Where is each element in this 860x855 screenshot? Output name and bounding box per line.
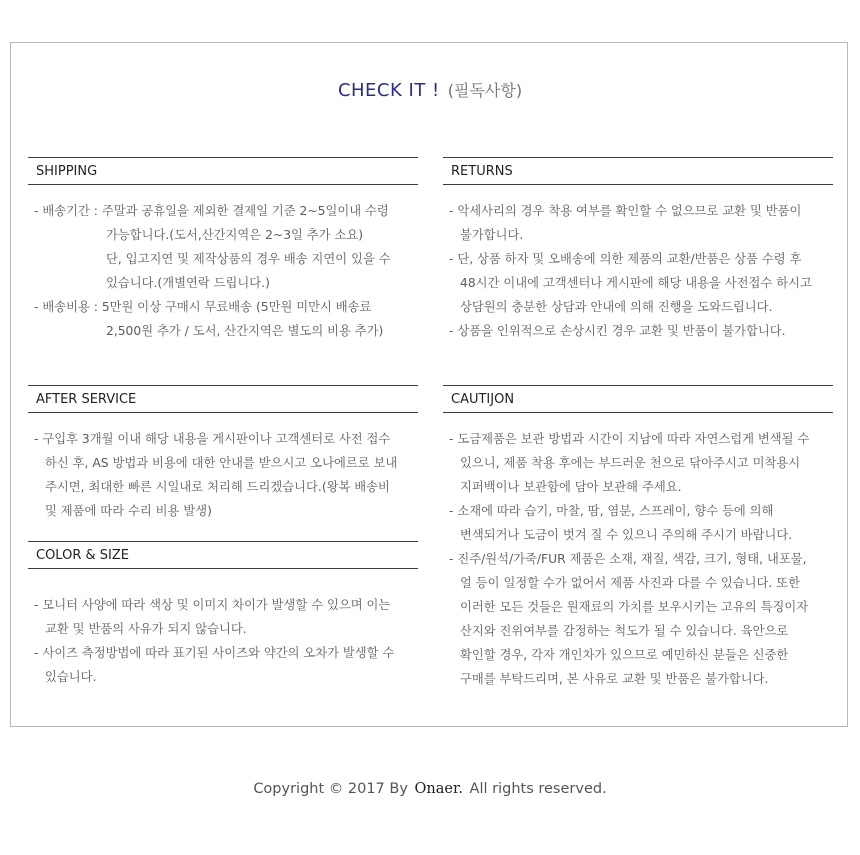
after-service-body — [28, 427, 418, 523]
after-service-line: 하신 후, AS 방법과 비용에 대한 안내를 받으시고 오나에르로 보내 — [45, 456, 398, 470]
after-service-section — [28, 385, 418, 523]
shipping-line: - 배송비용 : 5만원 이상 구매시 무료배송 (5만원 미만시 배송료 — [34, 300, 372, 314]
after-service-line: 주시면, 최대한 빠른 시일내로 처리해 드리겠습니다.(왕복 배송비 — [45, 480, 390, 494]
returns-line: - 악세사리의 경우 착용 여부를 확인할 수 없으므로 교환 및 반품이 — [449, 204, 802, 218]
shipping-body — [28, 199, 418, 343]
returns-line: - 단, 상품 하자 및 오배송에 의한 제품의 교환/반품은 상품 수령 후 — [449, 252, 802, 266]
shipping-line: 단, 입고지연 및 제작상품의 경우 배송 지연이 있을 수 — [106, 252, 391, 266]
after-service-line: - 구입후 3개월 이내 해당 내용을 게시판이나 고객센터로 사전 접수 — [34, 432, 391, 446]
color-size-line: - 모니터 사양에 따라 색상 및 이미지 차이가 발생할 수 있으며 이는 — [34, 598, 391, 612]
caution-line: 있으니, 제품 착용 후에는 부드러운 천으로 닦아주시고 미착용시 — [460, 456, 801, 470]
shipping-line: 가능합니다.(도서,산간지역은 2~3일 추가 소요) — [106, 228, 364, 242]
copyright-suffix: All rights reserved. — [469, 781, 607, 797]
caution-line: - 진주/원석/가죽/FUR 제품은 소재, 재질, 색감, 크기, 형태, 내포물, — [449, 552, 807, 566]
caution-section — [443, 385, 833, 691]
caution-line: 구매를 부탁드리며, 본 사유로 교환 및 반품은 불가합니다. — [460, 672, 769, 686]
color-size-title: COLOR & SIZE — [28, 541, 418, 569]
caution-title: CAUTIJON — [443, 385, 833, 413]
shipping-line: - 배송기간 : 주말과 공휴일을 제외한 결제일 기준 2~5일이내 수령 — [34, 204, 389, 218]
color-size-line: - 사이즈 측정방법에 따라 표기된 사이즈와 약간의 오차가 발생할 수 — [34, 646, 395, 660]
caution-line: 확인할 경우, 각자 개인차가 있으므로 예민하신 분들은 신중한 — [460, 648, 789, 662]
shipping-title: SHIPPING — [28, 157, 418, 185]
color-size-body — [28, 593, 418, 689]
returns-section — [443, 157, 833, 343]
color-size-section — [28, 541, 418, 689]
shipping-line: 2,500원 추가 / 도서, 산간지역은 별도의 비용 추가) — [106, 324, 384, 338]
copyright-footer — [0, 781, 860, 797]
color-size-line: 교환 및 반품의 사유가 되지 않습니다. — [45, 622, 247, 636]
shipping-line: 있습니다.(개별연락 드립니다.) — [106, 276, 270, 290]
caution-line: 변색되거나 도금이 벗겨 질 수 있으니 주의해 주시기 바랍니다. — [460, 528, 793, 542]
returns-line: 48시간 이내에 고객센터나 게시판에 해당 내용을 사전접수 하시고 — [460, 276, 812, 290]
caution-line: 산지와 진위여부를 감정하는 척도가 될 수 있습니다. 육안으로 — [460, 624, 789, 638]
heading-check: CHECK IT ! — [337, 80, 440, 101]
page-heading — [0, 78, 860, 101]
caution-body — [443, 427, 833, 691]
returns-body — [443, 199, 833, 343]
caution-line: 얼 등이 일정할 수가 없어서 제품 사진과 다를 수 있습니다. 또한 — [460, 576, 800, 590]
shipping-section — [28, 157, 418, 343]
caution-line: 지퍼백이나 보관함에 담아 보관해 주세요. — [460, 480, 682, 494]
heading-subtitle: (필독사항) — [447, 81, 523, 100]
after-service-line: 및 제품에 따라 수리 비용 발생) — [45, 504, 212, 518]
returns-line: 불가합니다. — [460, 228, 524, 242]
returns-line: - 상품을 인위적으로 손상시킨 경우 교환 및 반품이 불가합니다. — [449, 324, 786, 338]
returns-title: RETURNS — [443, 157, 833, 185]
copyright-prefix: Copyright © 2017 By — [253, 781, 408, 797]
caution-line: - 소재에 따라 습기, 마찰, 땀, 염분, 스프레이, 향수 등에 의해 — [449, 504, 774, 518]
brand-logo: Onaer. — [414, 781, 463, 797]
returns-line: 상담원의 충분한 상담과 안내에 의해 진행을 도와드립니다. — [460, 300, 773, 314]
after-service-title: AFTER SERVICE — [28, 385, 418, 413]
caution-line: - 도금제품은 보관 방법과 시간이 지남에 따라 자연스럽게 변색될 수 — [449, 432, 810, 446]
color-size-line: 있습니다. — [45, 670, 97, 684]
caution-line: 이러한 모든 것들은 원재료의 가치를 보우시키는 고유의 특징이자 — [460, 600, 809, 614]
